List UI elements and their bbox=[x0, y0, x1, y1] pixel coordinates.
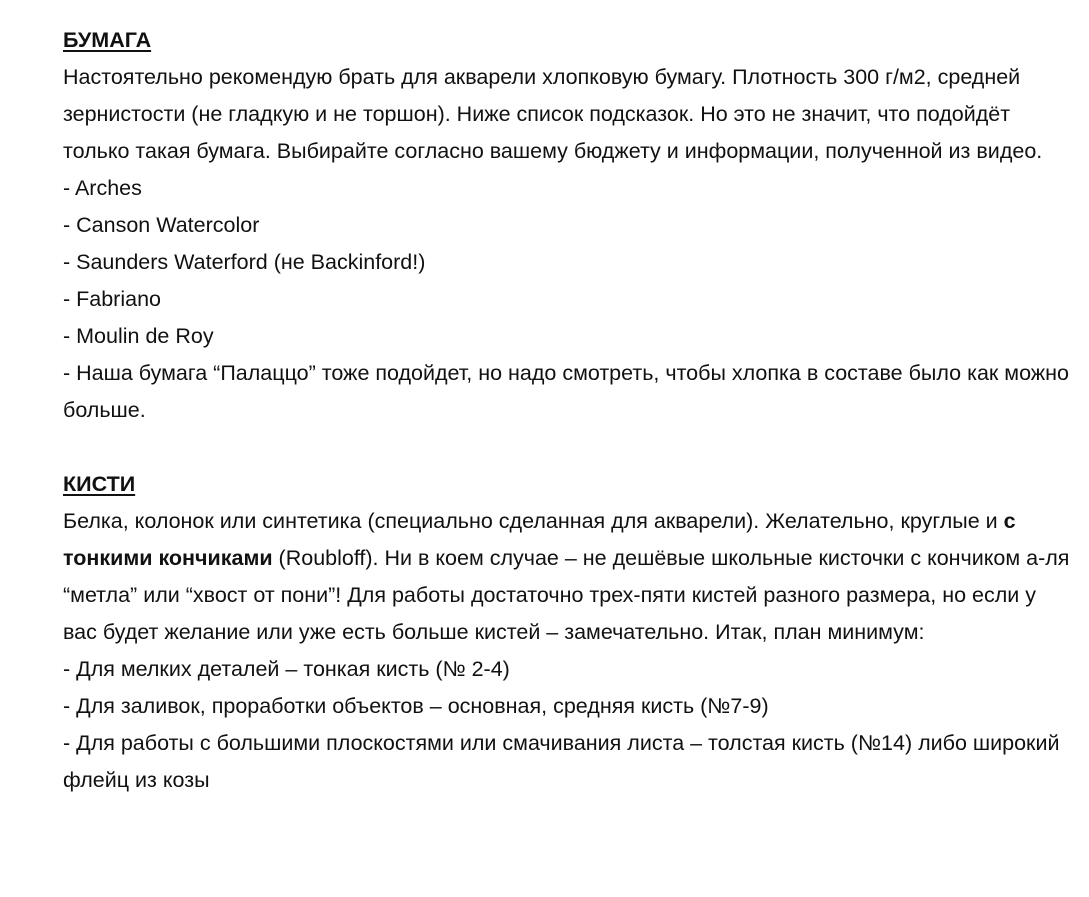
brushes-list bbox=[63, 651, 1073, 799]
paper-brand-list bbox=[63, 170, 1073, 429]
list-item: - Для работы с большими плоскостями или смачивания листа – толстая кисть (№14) либо широкий флейц из козы bbox=[63, 731, 1060, 792]
list-item: - Moulin de Roy bbox=[63, 324, 214, 348]
section-spacer bbox=[63, 429, 1073, 466]
list-item: - Наша бумага “Палаццо” тоже подойдет, но надо смотреть, чтобы хлопка в составе было как можно больше. bbox=[63, 361, 1070, 422]
section-heading-paper: БУМАГА bbox=[63, 28, 152, 52]
paper-paragraph: Настоятельно рекомендую брать для акварели хлопковую бумагу. Плотность 300 г/м2, средней зернистости (не гладкую и не торшон). Ниже список подсказок. Но это не значит, что подойдёт только такая бумага. Выбирайте согласно вашему бюджету и информации, полученной из видео. bbox=[63, 65, 1043, 163]
list-item: - Для мелких деталей – тонкая кисть (№ 2-4) bbox=[63, 657, 510, 681]
list-item: - Arches bbox=[63, 176, 142, 200]
brushes-paragraph-emphasis: с тонкими кончиками bbox=[63, 509, 1016, 570]
section-paper bbox=[63, 22, 1073, 429]
section-heading-brushes: КИСТИ bbox=[63, 472, 136, 496]
brushes-paragraph-text-end: (Roubloff). Ни в коем случае – не дешёвые школьные кисточки с кончиком а-ля “метла” или “хвост от пони”! Для работы достаточно трех-пяти кистей разного размера, но если у вас будет желание или уже есть больше кистей – замечательно. Итак, план минимум: bbox=[63, 546, 1070, 644]
list-item: - Для заливок, проработки объектов – основная, средняя кисть (№7-9) bbox=[63, 694, 769, 718]
brushes-paragraph-text-start: Белка, колонок или синтетика (специально сделанная для акварели). Желательно, круглые и bbox=[63, 509, 1004, 533]
list-item: - Canson Watercolor bbox=[63, 213, 260, 237]
brushes-paragraph bbox=[63, 503, 1073, 651]
document-body bbox=[63, 22, 1073, 799]
list-item: - Saunders Waterford (не Backinford!) bbox=[63, 250, 426, 274]
section-brushes bbox=[63, 466, 1073, 799]
list-item: - Fabriano bbox=[63, 287, 161, 311]
